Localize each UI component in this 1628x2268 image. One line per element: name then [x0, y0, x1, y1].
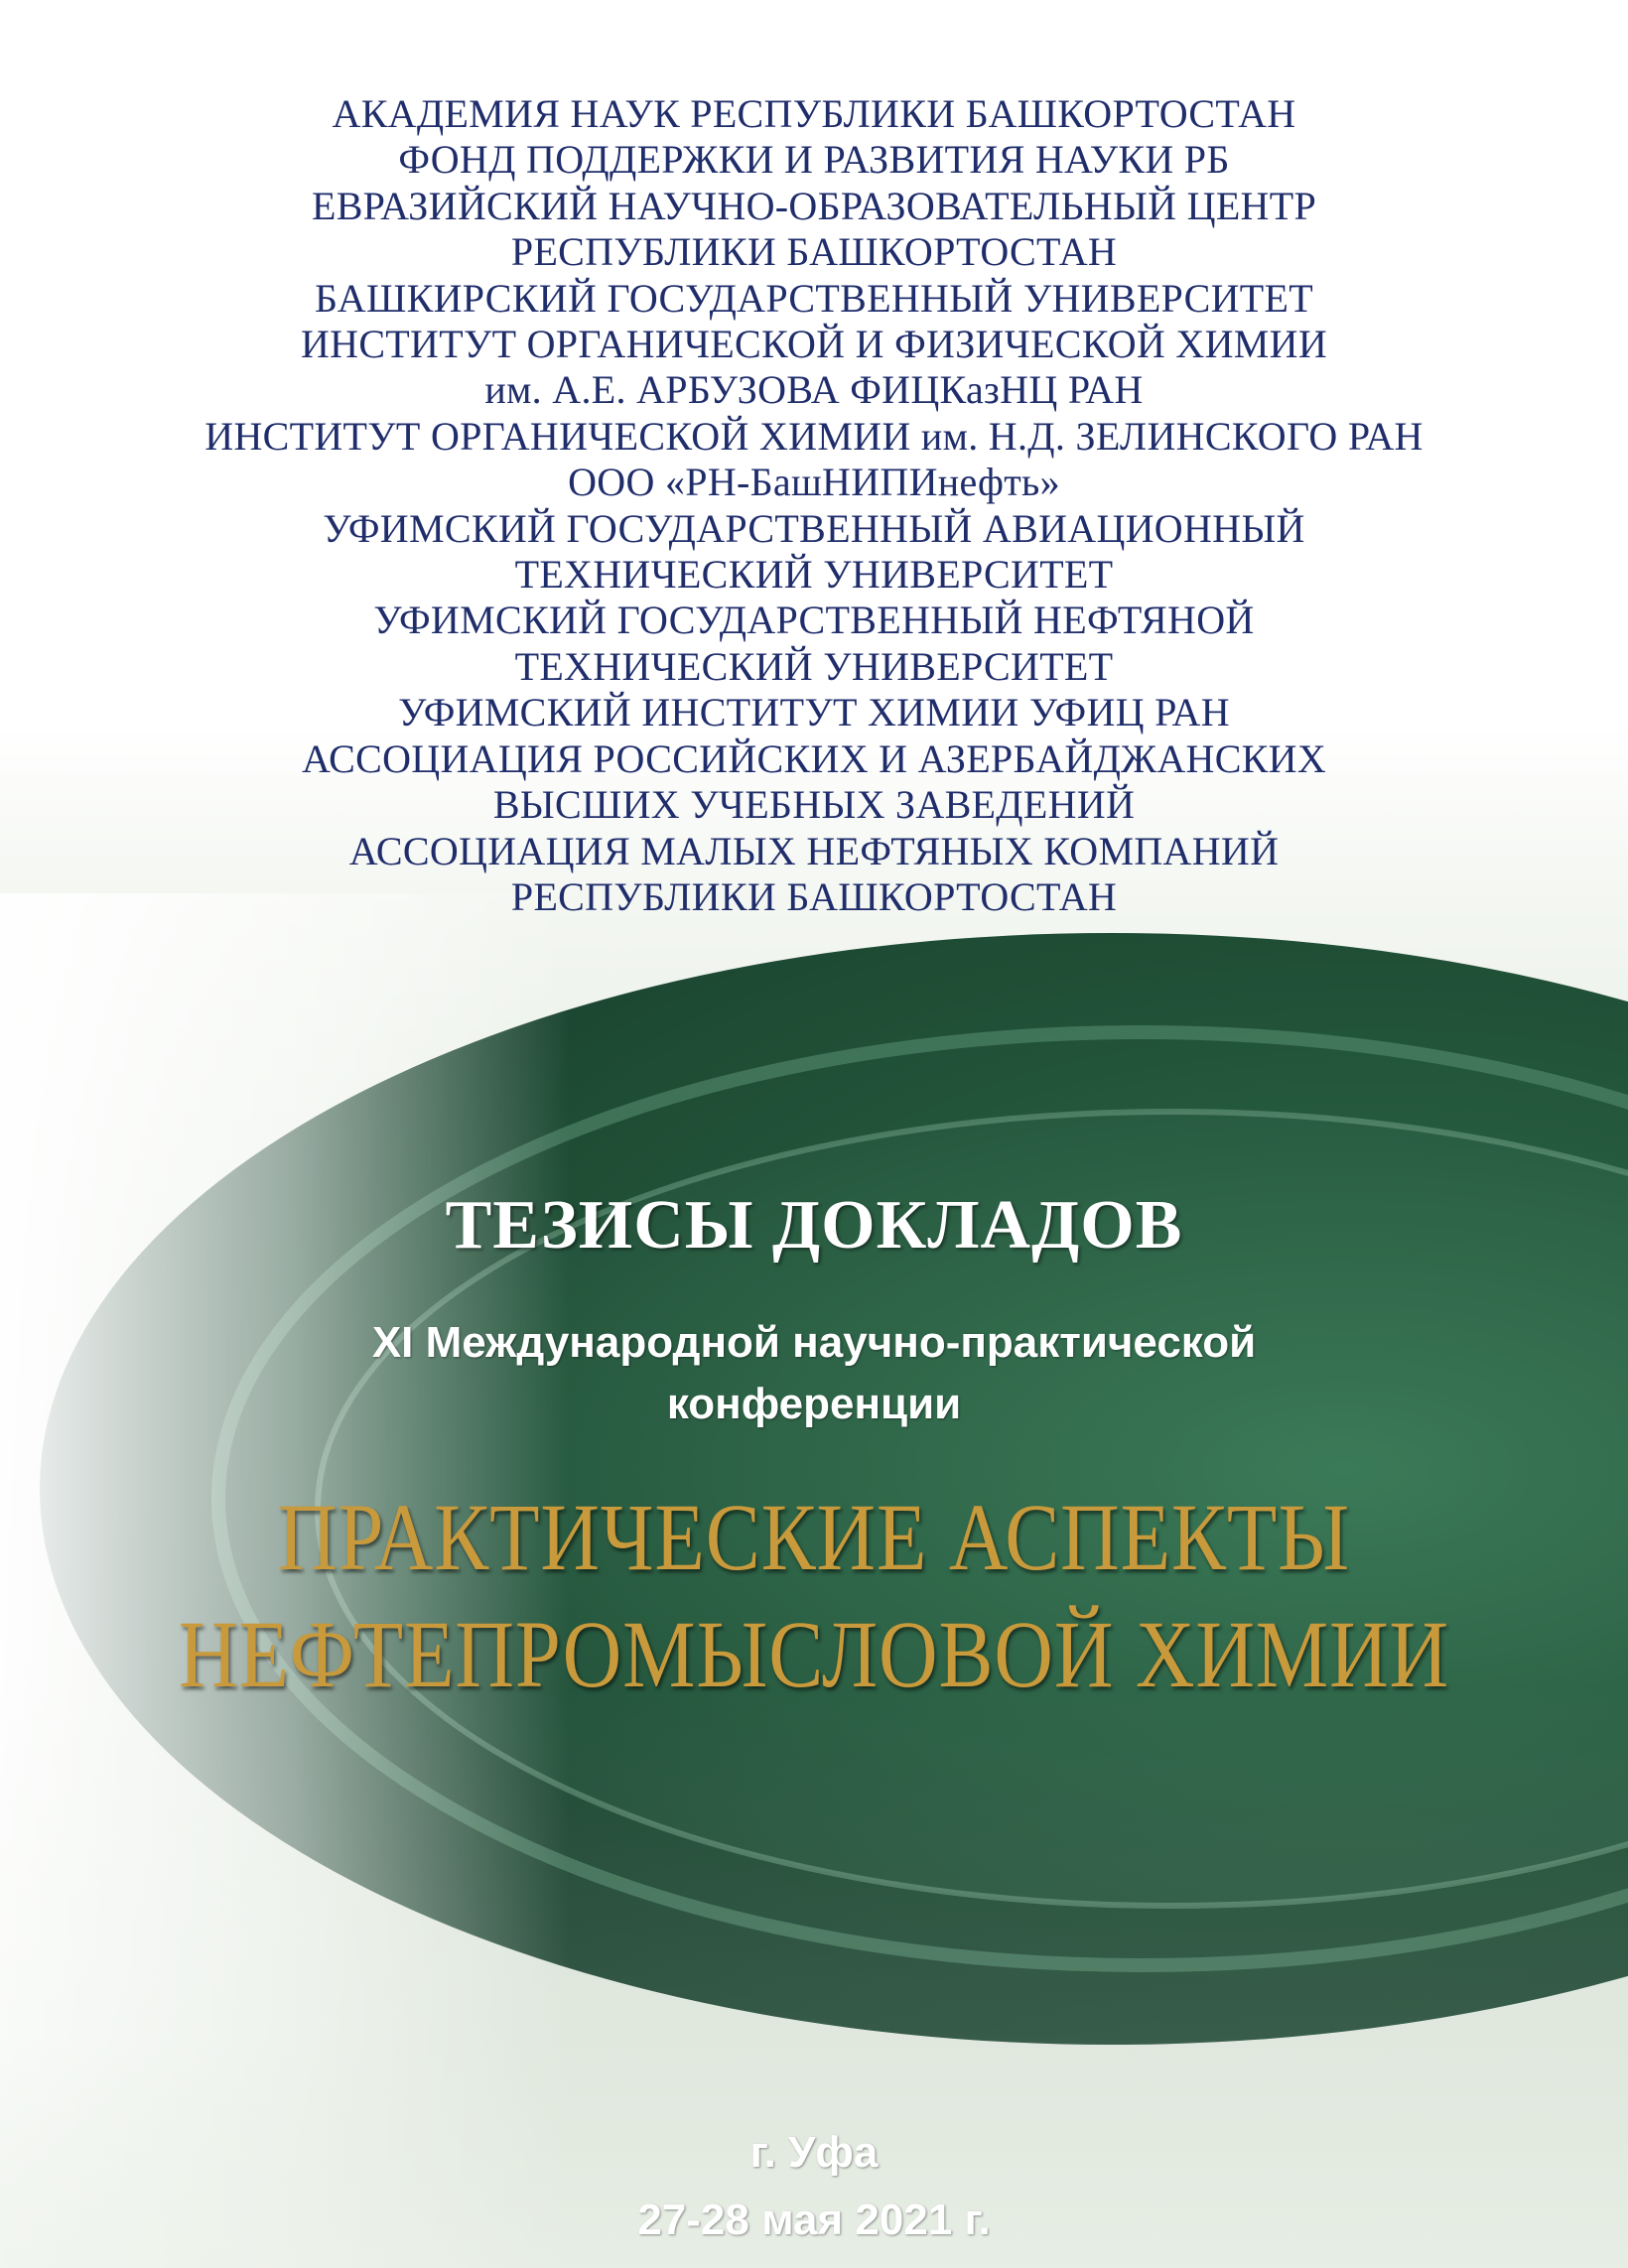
organizations-list — [0, 91, 1628, 920]
organization-line: АССОЦИАЦИЯ МАЛЫХ НЕФТЯНЫХ КОМПАНИЙ — [348, 828, 1280, 873]
organization-line: ВЫСШИХ УЧЕБНЫХ ЗАВЕДЕНИЙ — [492, 782, 1136, 828]
organization-line: БАШКИРСКИЙ ГОСУДАРСТВЕННЫЙ УНИВЕРСИТЕТ — [315, 275, 1313, 321]
organization-line: ООО «РН-БашНИПИнефть» — [568, 460, 1060, 505]
conference-title — [114, 1479, 1514, 1713]
document-title: ТЕЗИСЫ ДОКЛАДОВ — [445, 1187, 1183, 1264]
conference-title-line: НЕФТЕПРОМЫСЛОВОЙ ХИМИИ — [178, 1601, 1450, 1707]
organization-line: ТЕХНИЧЕСКИЙ УНИВЕРСИТЕТ — [514, 643, 1114, 689]
place-and-date — [0, 2119, 1628, 2254]
dates: 27-28 мая 2021 г. — [637, 2196, 991, 2244]
organization-line: им. А.Е. АРБУЗОВА ФИЦКазНЦ РАН — [484, 367, 1144, 413]
organization-line: РЕСПУБЛИКИ БАШКОРТОСТАН — [510, 873, 1118, 919]
city: г. Уфа — [749, 2128, 879, 2177]
organization-line: ЕВРАЗИЙСКИЙ НАУЧНО-ОБРАЗОВАТЕЛЬНЫЙ ЦЕНТР — [311, 183, 1317, 228]
organization-line: УФИМСКИЙ ИНСТИТУТ ХИМИИ УФИЦ РАН — [398, 690, 1230, 735]
organization-line: РЕСПУБЛИКИ БАШКОРТОСТАН — [510, 229, 1118, 275]
subtitle-line: конференции — [666, 1380, 962, 1428]
subtitle-line: XI Международной научно-практической — [371, 1318, 1257, 1367]
conference-title-line: ПРАКТИЧЕСКИЕ АСПЕКТЫ — [278, 1484, 1350, 1590]
organization-line: ТЕХНИЧЕСКИЙ УНИВЕРСИТЕТ — [514, 552, 1114, 598]
conference-subtitle — [0, 1312, 1628, 1435]
organization-line: ИНСТИТУТ ОРГАНИЧЕСКОЙ ХИМИИ им. Н.Д. ЗЕЛИНСКОГО РАН — [204, 413, 1424, 459]
organization-line: ФОНД ПОДДЕРЖКИ И РАЗВИТИЯ НАУКИ РБ — [398, 137, 1230, 183]
organization-line: ИНСТИТУТ ОРГАНИЧЕСКОЙ И ФИЗИЧЕСКОЙ ХИМИИ — [300, 322, 1328, 367]
organization-line: АКАДЕМИЯ НАУК РЕСПУБЛИКИ БАШКОРТОСТАН — [332, 91, 1296, 136]
organization-line: УФИМСКИЙ ГОСУДАРСТВЕННЫЙ АВИАЦИОННЫЙ — [323, 505, 1305, 551]
organization-line: АССОЦИАЦИЯ РОССИЙСКИХ И АЗЕРБАЙДЖАНСКИХ — [301, 735, 1327, 781]
organization-line: УФИМСКИЙ ГОСУДАРСТВЕННЫЙ НЕФТЯНОЙ — [373, 598, 1255, 643]
